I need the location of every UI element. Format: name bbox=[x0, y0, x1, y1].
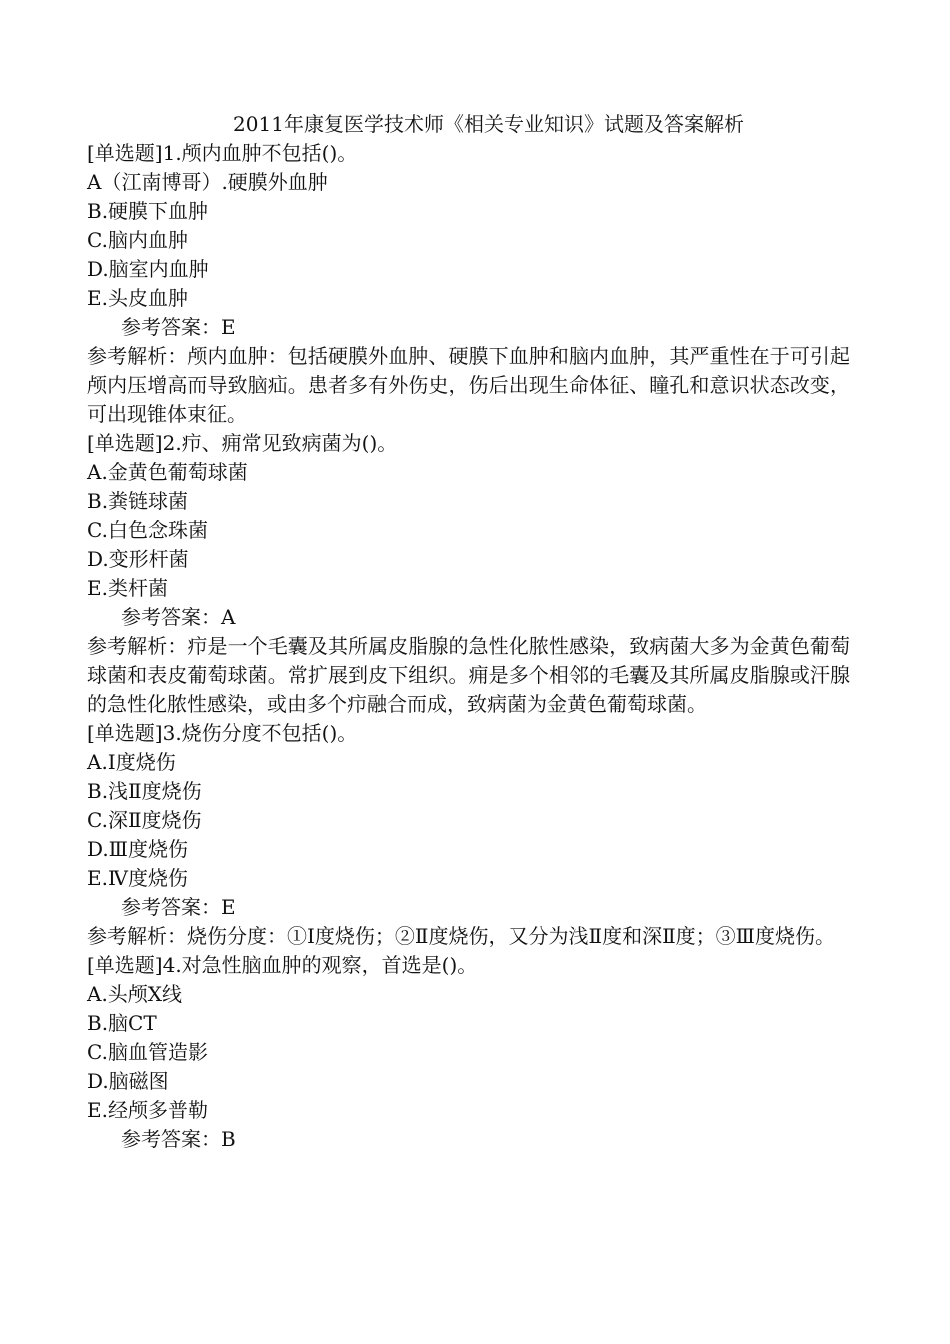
option-b: B.脑CT bbox=[87, 1011, 157, 1035]
question-4 bbox=[87, 951, 850, 1154]
option-b: B.粪链球菌 bbox=[87, 489, 189, 513]
question-stem: [单选题]4.对急性脑血肿的观察，首选是()。 bbox=[87, 953, 478, 977]
option-e: E.类杆菌 bbox=[87, 576, 168, 600]
analysis: 参考解析：疖是一个毛囊及其所属皮脂腺的急性化脓性感染，致病菌大多为金黄色葡萄球菌和表皮葡萄球菌。常扩展到皮下组织。痈是多个相邻的毛囊及其所属皮脂腺或汗腺的急性化脓性感染，或由多个疖融合而成，致病菌为金黄色葡萄球菌。 bbox=[87, 634, 850, 716]
option-d: D.脑磁图 bbox=[87, 1069, 169, 1093]
option-d: D.Ⅲ度烧伤 bbox=[87, 837, 188, 861]
question-stem: [单选题]1.颅内血肿不包括()。 bbox=[87, 141, 358, 165]
answer: 参考答案：B bbox=[121, 1127, 236, 1151]
option-e: E.头皮血肿 bbox=[87, 286, 188, 310]
answer: 参考答案：E bbox=[121, 315, 236, 339]
document-title: 2011年康复医学技术师《相关专业知识》试题及答案解析 bbox=[233, 112, 744, 136]
option-a: A（江南博哥）.硬膜外血肿 bbox=[87, 170, 328, 194]
question-1 bbox=[87, 139, 850, 429]
option-a: A.金黄色葡萄球菌 bbox=[87, 460, 248, 484]
option-d: D.变形杆菌 bbox=[87, 547, 189, 571]
question-2 bbox=[87, 429, 850, 719]
answer: 参考答案：A bbox=[121, 605, 236, 629]
option-b: B.浅Ⅱ度烧伤 bbox=[87, 779, 202, 803]
answer: 参考答案：E bbox=[121, 895, 236, 919]
question-stem: [单选题]2.疖、痈常见致病菌为()。 bbox=[87, 431, 398, 455]
question-3 bbox=[87, 719, 850, 951]
analysis: 参考解析：颅内血肿：包括硬膜外血肿、硬膜下血肿和脑内血肿，其严重性在于可引起颅内压增高而导致脑疝。患者多有外伤史，伤后出现生命体征、瞳孔和意识状态改变，可出现锥体束征。 bbox=[87, 344, 850, 426]
option-b: B.硬膜下血肿 bbox=[87, 199, 209, 223]
option-c: C.深Ⅱ度烧伤 bbox=[87, 808, 202, 832]
option-c: C.脑血管造影 bbox=[87, 1040, 208, 1064]
question-stem: [单选题]3.烧伤分度不包括()。 bbox=[87, 721, 358, 745]
option-a: A.头颅X线 bbox=[87, 982, 183, 1006]
option-c: C.脑内血肿 bbox=[87, 228, 188, 252]
option-e: E.Ⅳ度烧伤 bbox=[87, 866, 188, 890]
analysis: 参考解析：烧伤分度：①Ⅰ度烧伤；②Ⅱ度烧伤，又分为浅Ⅱ度和深Ⅱ度；③Ⅲ度烧伤。 bbox=[87, 924, 835, 948]
option-e: E.经颅多普勒 bbox=[87, 1098, 208, 1122]
option-d: D.脑室内血肿 bbox=[87, 257, 209, 281]
option-a: A.Ⅰ度烧伤 bbox=[87, 750, 176, 774]
option-c: C.白色念珠菌 bbox=[87, 518, 208, 542]
